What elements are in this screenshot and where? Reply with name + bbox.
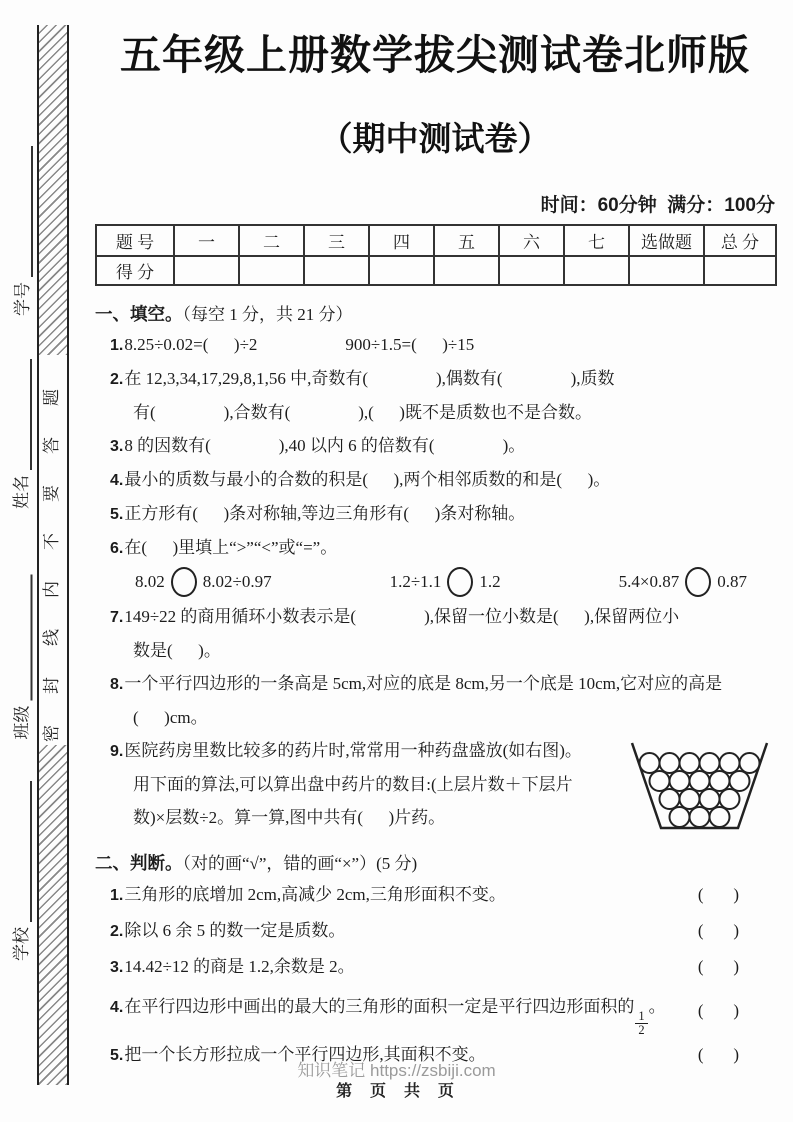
question-text: 在 12,3,34,17,29,8,1,56 中,奇数有( ),偶数有( ),质数 bbox=[124, 369, 615, 388]
question-number: 2. bbox=[110, 922, 124, 940]
score-header-cell: 题 号 bbox=[96, 225, 174, 256]
question-number: 6. bbox=[110, 540, 124, 557]
score-header-cell: 五 bbox=[434, 225, 499, 256]
class-field bbox=[5, 575, 33, 740]
score-header-cell: 选做题 bbox=[629, 225, 704, 256]
hatch-pattern-bottom bbox=[39, 745, 67, 1085]
score-header-cell: 总 分 bbox=[704, 225, 776, 256]
fill-question-9 bbox=[95, 734, 775, 835]
page-footer bbox=[0, 1060, 793, 1102]
student-name-field bbox=[4, 359, 32, 509]
score-cell bbox=[629, 256, 704, 285]
score-header-cell: 二 bbox=[239, 225, 304, 256]
score-table bbox=[95, 224, 777, 286]
score-cell bbox=[704, 256, 776, 285]
comparison-left: 5.4×0.87 bbox=[618, 572, 680, 591]
question-text: 用下面的算法,可以算出盘中药片的数目:(上层片数＋下层片 bbox=[133, 774, 573, 794]
question-number: 7. bbox=[110, 608, 124, 626]
score-cell bbox=[499, 256, 564, 285]
question-text: 8.25÷0.02=( )÷2 bbox=[124, 335, 258, 354]
student-name-blank-line bbox=[2, 359, 32, 470]
pill-tray-figure bbox=[625, 740, 775, 835]
judge-section-note: （对的画“√”，错的画“×”）(5 分) bbox=[182, 853, 418, 873]
watermark-site: 知识笔记 https://zsbiji.com bbox=[297, 1061, 496, 1080]
score-table-score-row bbox=[96, 256, 776, 285]
school-field bbox=[4, 781, 32, 961]
hatch-pattern-top bbox=[39, 25, 67, 355]
judge-question-1 bbox=[95, 877, 775, 913]
question-text: 14.42÷12 的商是 1.2,余数是 2。 bbox=[124, 956, 355, 976]
question-text: 三角形的底增加 2cm,高减少 2cm,三角形面积不变。 bbox=[124, 884, 506, 904]
comparison-circle bbox=[171, 567, 197, 597]
comparison-right: 1.2 bbox=[479, 572, 501, 591]
fill-question-4 bbox=[95, 463, 775, 497]
comparison-left: 1.2÷1.1 bbox=[389, 572, 442, 591]
question-number: 4. bbox=[110, 472, 124, 489]
exam-time-score-meta: 时间：60分钟 满分：100分 bbox=[540, 195, 775, 216]
comparison-right: 0.87 bbox=[717, 572, 747, 591]
question-number: 8. bbox=[110, 675, 124, 693]
comparison-circle bbox=[685, 567, 711, 597]
comparison-item bbox=[135, 565, 272, 600]
question-text: 除以 6 余 5 的数一定是质数。 bbox=[124, 920, 346, 940]
question-text: 8 的因数有( ),40 以内 6 的倍数有( )。 bbox=[124, 436, 526, 455]
fraction-one-half bbox=[635, 1010, 647, 1037]
question-number: 5. bbox=[110, 506, 124, 523]
answer-parentheses: ( ) bbox=[697, 921, 739, 941]
main-content bbox=[95, 0, 775, 1073]
fill-section-note: （每空 1 分，共 21 分） bbox=[182, 305, 353, 324]
fraction-numerator: 1 bbox=[635, 1010, 647, 1024]
score-header-cell: 六 bbox=[499, 225, 564, 256]
answer-parentheses: ( ) bbox=[697, 1000, 739, 1020]
comparison-circle bbox=[447, 567, 473, 597]
answer-parentheses: ( ) bbox=[697, 957, 739, 977]
answer-parentheses: ( ) bbox=[697, 885, 739, 905]
judge-question-3 bbox=[95, 949, 775, 985]
fill-question-3 bbox=[95, 429, 775, 463]
pill-tray-svg bbox=[625, 740, 775, 835]
question-number: 9. bbox=[110, 742, 124, 760]
judge-question-4 bbox=[95, 985, 775, 1037]
question-number: 2. bbox=[110, 371, 124, 388]
question-number: 3. bbox=[110, 438, 124, 455]
question-text: 正方形有( )条对称轴,等边三角形有( )条对称轴。 bbox=[124, 504, 526, 523]
question-number: 4. bbox=[110, 998, 124, 1016]
student-id-blank-line bbox=[3, 146, 33, 277]
judge-section-heading bbox=[95, 850, 775, 877]
student-name-label: 姓名 bbox=[12, 475, 31, 509]
question-text: 在( )里填上“>”“<”或“=”。 bbox=[124, 538, 338, 557]
question-text: 一个平行四边形的一条高是 5cm,对应的底是 8cm,另一个底是 10cm,它对应的高是 bbox=[124, 673, 723, 693]
comparison-item bbox=[390, 565, 501, 600]
school-blank-line bbox=[2, 781, 32, 922]
answer-parentheses: ( ) bbox=[697, 1045, 739, 1065]
judge-section-title: 二、判断。 bbox=[95, 852, 183, 873]
score-cell bbox=[239, 256, 304, 285]
fill-question-7 bbox=[95, 600, 775, 667]
fraction-denominator: 2 bbox=[638, 1022, 645, 1037]
fill-question-6 bbox=[95, 531, 775, 600]
score-cell bbox=[174, 256, 239, 285]
question-text: 数是( )。 bbox=[133, 640, 221, 660]
question-number: 1. bbox=[110, 337, 124, 354]
comparison-right: 8.02÷0.97 bbox=[202, 572, 272, 591]
comparison-item bbox=[619, 565, 747, 600]
class-label: 班级 bbox=[12, 705, 32, 740]
school-label: 学校 bbox=[12, 927, 31, 961]
score-header-cell: 三 bbox=[304, 225, 369, 256]
score-header-cell: 四 bbox=[369, 225, 434, 256]
question-number: 5. bbox=[110, 1046, 124, 1064]
comparison-row bbox=[95, 565, 775, 600]
score-header-cell: 一 bbox=[174, 225, 239, 256]
question-text: 医院药房里数比较多的药片时,常常用一种药盘盛放(如右图)。 bbox=[124, 740, 582, 760]
score-row-label: 得 分 bbox=[96, 256, 174, 285]
question-text: 在平行四边形中画出的最大的三角形的面积一定是平行四边形面积的 bbox=[124, 996, 635, 1016]
question-text: 最小的质数与最小的合数的积是( ),两个相邻质数的和是( )。 bbox=[124, 470, 611, 489]
fill-question-2 bbox=[95, 362, 775, 429]
page-title: 五年级上册数学拔尖测试卷北师版 bbox=[120, 32, 750, 78]
fill-question-8 bbox=[95, 667, 775, 734]
page-number-line: 第 页 共 页 bbox=[336, 1083, 457, 1100]
seal-line-text: 密封线内不要答题 bbox=[42, 358, 61, 742]
score-table-header-row bbox=[96, 225, 776, 256]
comparison-left: 8.02 bbox=[135, 572, 165, 591]
score-cell bbox=[434, 256, 499, 285]
score-cell bbox=[564, 256, 629, 285]
score-cell bbox=[369, 256, 434, 285]
score-cell bbox=[304, 256, 369, 285]
fill-section-heading bbox=[95, 301, 775, 328]
question-text: 149÷22 的商用循环小数表示是( ),保留一位小数是( ),保留两位小 bbox=[124, 606, 680, 626]
question-number: 1. bbox=[110, 886, 124, 904]
question-number: 3. bbox=[110, 958, 124, 976]
question-text-block bbox=[95, 734, 623, 834]
question-text: ( )cm。 bbox=[133, 707, 208, 727]
judge-question-2 bbox=[95, 913, 775, 949]
question-text: 把一个长方形拉成一个平行四边形,其面积不变。 bbox=[124, 1044, 486, 1064]
fill-section-title: 一、填空。 bbox=[95, 304, 183, 324]
score-header-cell: 七 bbox=[564, 225, 629, 256]
question-text-after: 。 bbox=[648, 996, 666, 1016]
student-id-label: 学号 bbox=[13, 282, 32, 316]
seal-band bbox=[37, 25, 69, 1085]
question-text: 有( ),合数有( ),( )既不是质数也不是合数。 bbox=[133, 403, 592, 422]
student-id-field bbox=[5, 146, 33, 316]
class-blank-line bbox=[3, 575, 33, 701]
question-text: 数)×层数÷2。算一算,图中共有( )片药。 bbox=[133, 807, 446, 827]
fill-question-5 bbox=[95, 497, 775, 531]
question-text: 900÷1.5=( )÷15 bbox=[345, 335, 475, 354]
fill-question-1 bbox=[95, 328, 775, 362]
page-subtitle: （期中测试卷） bbox=[319, 120, 551, 157]
